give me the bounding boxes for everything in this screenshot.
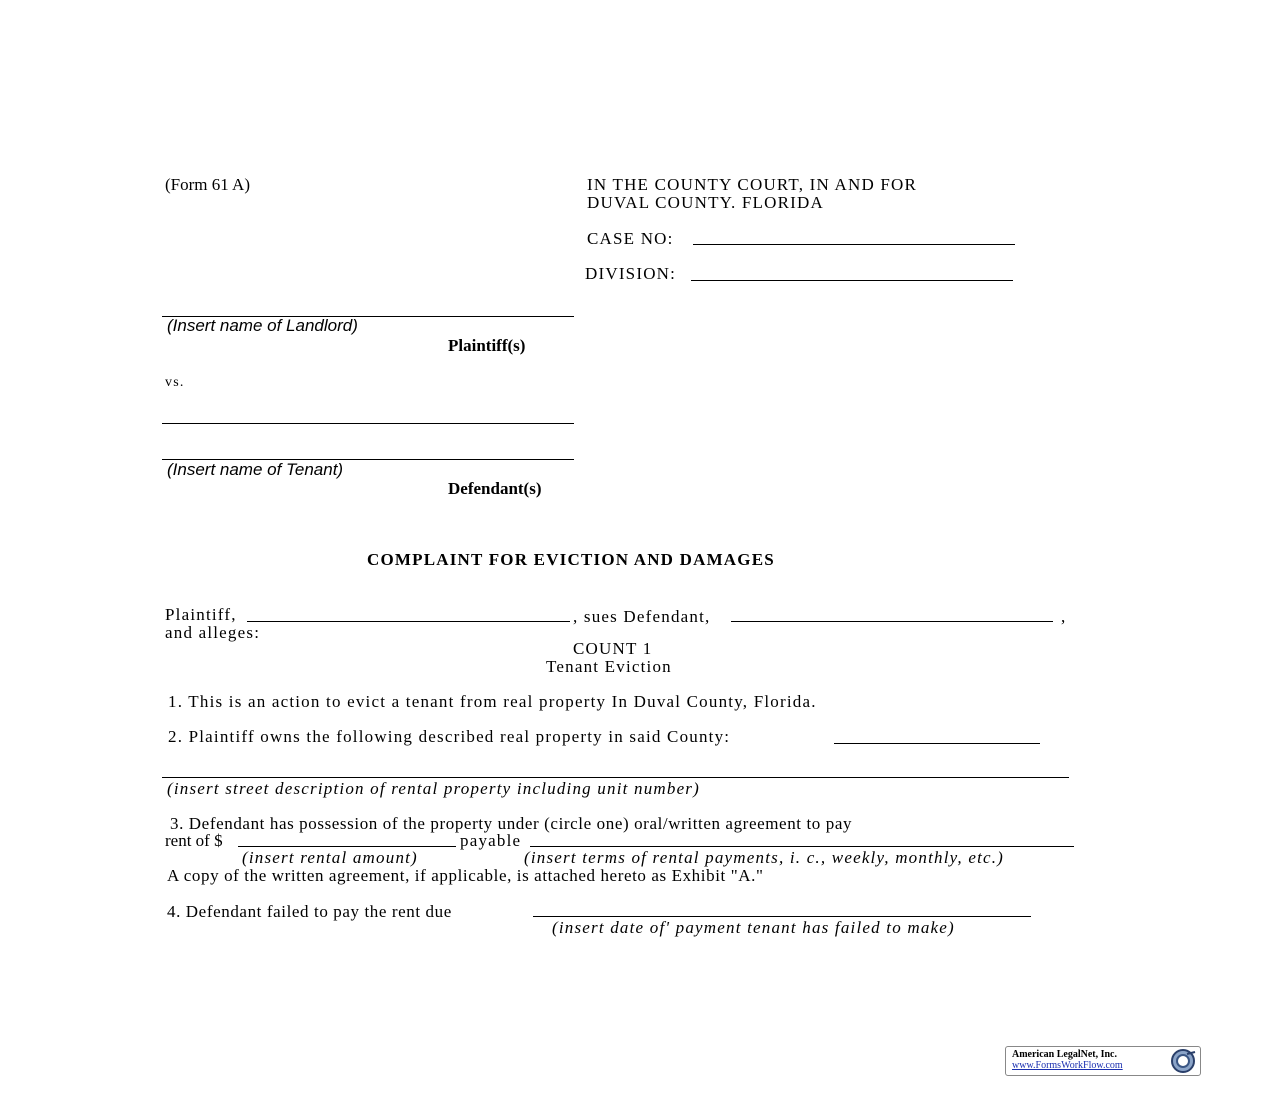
paragraph-2: 2. Plaintiff owns the following described real property in said County: [168, 727, 731, 746]
count-number: COUNT 1 [573, 639, 653, 658]
rent-terms-field[interactable] [530, 846, 1074, 847]
intro-alleges: and alleges: [165, 623, 261, 642]
rent-amount-field[interactable] [238, 846, 456, 847]
paragraph-1: 1. This is an action to evict a tenant from real property In Duval County, Florida. [168, 692, 817, 711]
paragraph-3: 3. Defendant has possession of the property under (circle one) oral/written agreement to pay [170, 814, 853, 833]
american-legalnet-logo [1005, 1046, 1201, 1076]
form-id: (Form 61 A) [165, 175, 250, 194]
tenant-hint: (Insert name of Tenant) [167, 460, 344, 479]
plaintiff-name-field[interactable] [247, 621, 570, 622]
exhibit-note: A copy of the written agreement, if applicable, is attached hereto as Exhibit "A." [167, 866, 764, 885]
landlord-hint: (Insert name of Landlord) [167, 316, 358, 335]
rent-label: rent of $ [165, 831, 223, 850]
court-line-1: IN THE COUNTY COURT, IN AND FOR [587, 175, 918, 194]
globe-icon [1169, 1048, 1197, 1074]
document-title: COMPLAINT FOR EVICTION AND DAMAGES [367, 550, 775, 569]
division-label: DIVISION: [585, 264, 677, 283]
unpaid-date-field[interactable] [533, 916, 1031, 917]
defendant-name-field[interactable] [731, 621, 1053, 622]
property-field-1[interactable] [834, 743, 1040, 744]
intro-sues: , sues Defendant, [573, 607, 711, 626]
logo-company: American LegalNet, Inc. [1012, 1049, 1117, 1060]
logo-url[interactable]: www.FormsWorkFlow.com [1012, 1060, 1123, 1071]
intro-plaintiff: Plaintiff, [165, 605, 237, 624]
paragraph-4: 4. Defendant failed to pay the rent due [167, 902, 452, 921]
count-name: Tenant Eviction [546, 657, 672, 676]
unpaid-date-hint: (insert date of' payment tenant has failed to make) [552, 918, 955, 937]
court-line-2: DUVAL COUNTY. FLORIDA [587, 193, 824, 212]
defendant-label: Defendant(s) [448, 479, 542, 498]
rent-terms-hint: (insert terms of rental payments, i. c., weekly, monthly, etc.) [524, 848, 1005, 867]
tenant-name-field-1[interactable] [162, 423, 574, 424]
case-no-label: CASE NO: [587, 229, 674, 248]
case-no-field[interactable] [693, 244, 1015, 245]
property-hint: (insert street description of rental property including unit number) [167, 779, 700, 798]
property-field-2[interactable] [162, 777, 1069, 778]
intro-comma: , [1061, 607, 1066, 626]
plaintiff-label: Plaintiff(s) [448, 336, 526, 355]
rent-amount-hint: (insert rental amount) [242, 848, 418, 867]
payable-label: payable [460, 831, 522, 850]
division-field[interactable] [691, 280, 1013, 281]
vs-label: vs. [165, 375, 185, 390]
